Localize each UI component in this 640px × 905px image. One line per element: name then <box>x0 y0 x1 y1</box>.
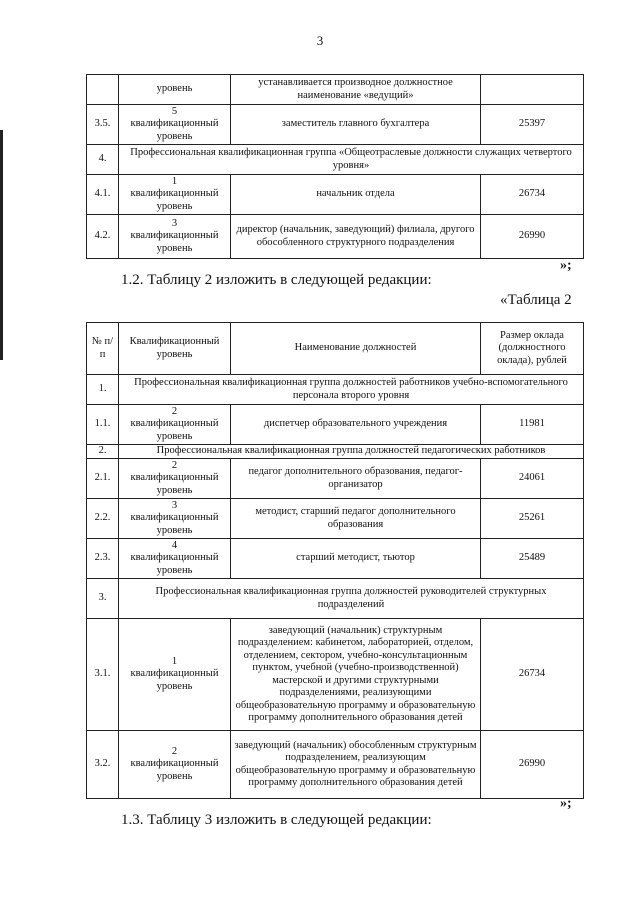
position-name: устанавливается производное должностное наименование «ведущий» <box>231 75 481 105</box>
position-name: старший методист, тьютор <box>231 539 481 579</box>
table-2-closing-quote: »; <box>560 796 572 811</box>
salary-value: 26734 <box>481 619 584 731</box>
row-number <box>87 75 119 105</box>
salary-value: 25261 <box>481 499 584 539</box>
group-row <box>87 445 584 459</box>
scan-edge-mark <box>0 130 3 360</box>
group-title: Профессиональная квалификационная группа должностей руководителей структурных подразделений <box>119 579 584 619</box>
position-name: заведующий (начальник) обособленным структурным подразделением, реализующим общеобразовательную программу и образовательную программу дополнительного образования детей <box>231 731 481 799</box>
page-number: 3 <box>316 33 324 48</box>
qualification-level: уровень <box>119 75 231 105</box>
salary-value: 25397 <box>481 105 584 145</box>
group-row <box>87 579 584 619</box>
row-number: 3. <box>87 579 119 619</box>
table-row <box>87 105 584 145</box>
qualification-level: 4 квалификационный уровень <box>119 539 231 579</box>
row-number: 2.3. <box>87 539 119 579</box>
row-number: 3.5. <box>87 105 119 145</box>
salary-value: 24061 <box>481 459 584 499</box>
qualification-level: 1 квалификационный уровень <box>119 175 231 215</box>
group-title: Профессиональная квалификационная группа должностей работников учебно-вспомогательного персонала второго уровня <box>119 375 584 405</box>
salary-value: 11981 <box>481 405 584 445</box>
group-row <box>87 375 584 405</box>
group-row <box>87 145 584 175</box>
group-title: Профессиональная квалификационная группа «Общеотраслевые должности служащих четвертого уровня» <box>119 145 584 175</box>
salary-value: 26734 <box>481 175 584 215</box>
group-title: Профессиональная квалификационная группа должностей педагогических работников <box>119 445 584 459</box>
position-name: начальник отдела <box>231 175 481 215</box>
position-name: методист, старший педагог дополнительного образования <box>231 499 481 539</box>
table-row <box>87 499 584 539</box>
header-position: Наименование должностей <box>231 323 481 375</box>
row-number: 2. <box>87 445 119 459</box>
table-row <box>87 75 584 105</box>
header-no: № п/п <box>87 323 119 375</box>
table-2-caption: «Таблица 2 <box>500 292 572 308</box>
qualification-level: 2 квалификационный уровень <box>119 459 231 499</box>
position-name: заведующий (начальник) структурным подразделением: кабинетом, лабораторией, отделом, отделением, сектором, учебно-консультационным пунктом, учебной (учебно-производственной) мастерской и другими структурными подразделениями, реализующими общеобразовательную программу и образовательную программу дополнительного образования детей <box>231 619 481 731</box>
table-1-closing-quote: »; <box>560 258 572 273</box>
qualification-level: 2 квалификационный уровень <box>119 731 231 799</box>
table-row <box>87 215 584 259</box>
position-name: педагог дополнительного образования, педагог-организатор <box>231 459 481 499</box>
table-row <box>87 619 584 731</box>
salary-value <box>481 75 584 105</box>
salary-value: 26990 <box>481 215 584 259</box>
qualification-level: 2 квалификационный уровень <box>119 405 231 445</box>
table-2-header-row <box>87 323 584 375</box>
row-number: 2.1. <box>87 459 119 499</box>
table-1-continuation <box>86 74 584 259</box>
row-number: 3.1. <box>87 619 119 731</box>
qualification-level: 1 квалификационный уровень <box>119 619 231 731</box>
row-number: 4.2. <box>87 215 119 259</box>
salary-value: 26990 <box>481 731 584 799</box>
row-number: 1.1. <box>87 405 119 445</box>
table-row <box>87 405 584 445</box>
header-salary: Размер оклада (должностного оклада), рублей <box>481 323 584 375</box>
salary-value: 25489 <box>481 539 584 579</box>
table-row <box>87 459 584 499</box>
position-name: диспетчер образовательного учреждения <box>231 405 481 445</box>
row-number: 2.2. <box>87 499 119 539</box>
position-name: заместитель главного бухгалтера <box>231 105 481 145</box>
position-name: директор (начальник, заведующий) филиала, другого обособленного структурного подразделения <box>231 215 481 259</box>
qualification-level: 3 квалификационный уровень <box>119 215 231 259</box>
qualification-level: 5 квалификационный уровень <box>119 105 231 145</box>
table-row <box>87 539 584 579</box>
qualification-level: 3 квалификационный уровень <box>119 499 231 539</box>
row-number: 4. <box>87 145 119 175</box>
header-level: Квалификационный уровень <box>119 323 231 375</box>
table-row <box>87 731 584 799</box>
row-number: 1. <box>87 375 119 405</box>
table-2 <box>86 322 584 799</box>
instruction-1-3: 1.3. Таблицу 3 изложить в следующей редакции: <box>121 812 432 828</box>
row-number: 4.1. <box>87 175 119 215</box>
instruction-1-2: 1.2. Таблицу 2 изложить в следующей редакции: <box>121 272 432 288</box>
row-number: 3.2. <box>87 731 119 799</box>
table-row <box>87 175 584 215</box>
